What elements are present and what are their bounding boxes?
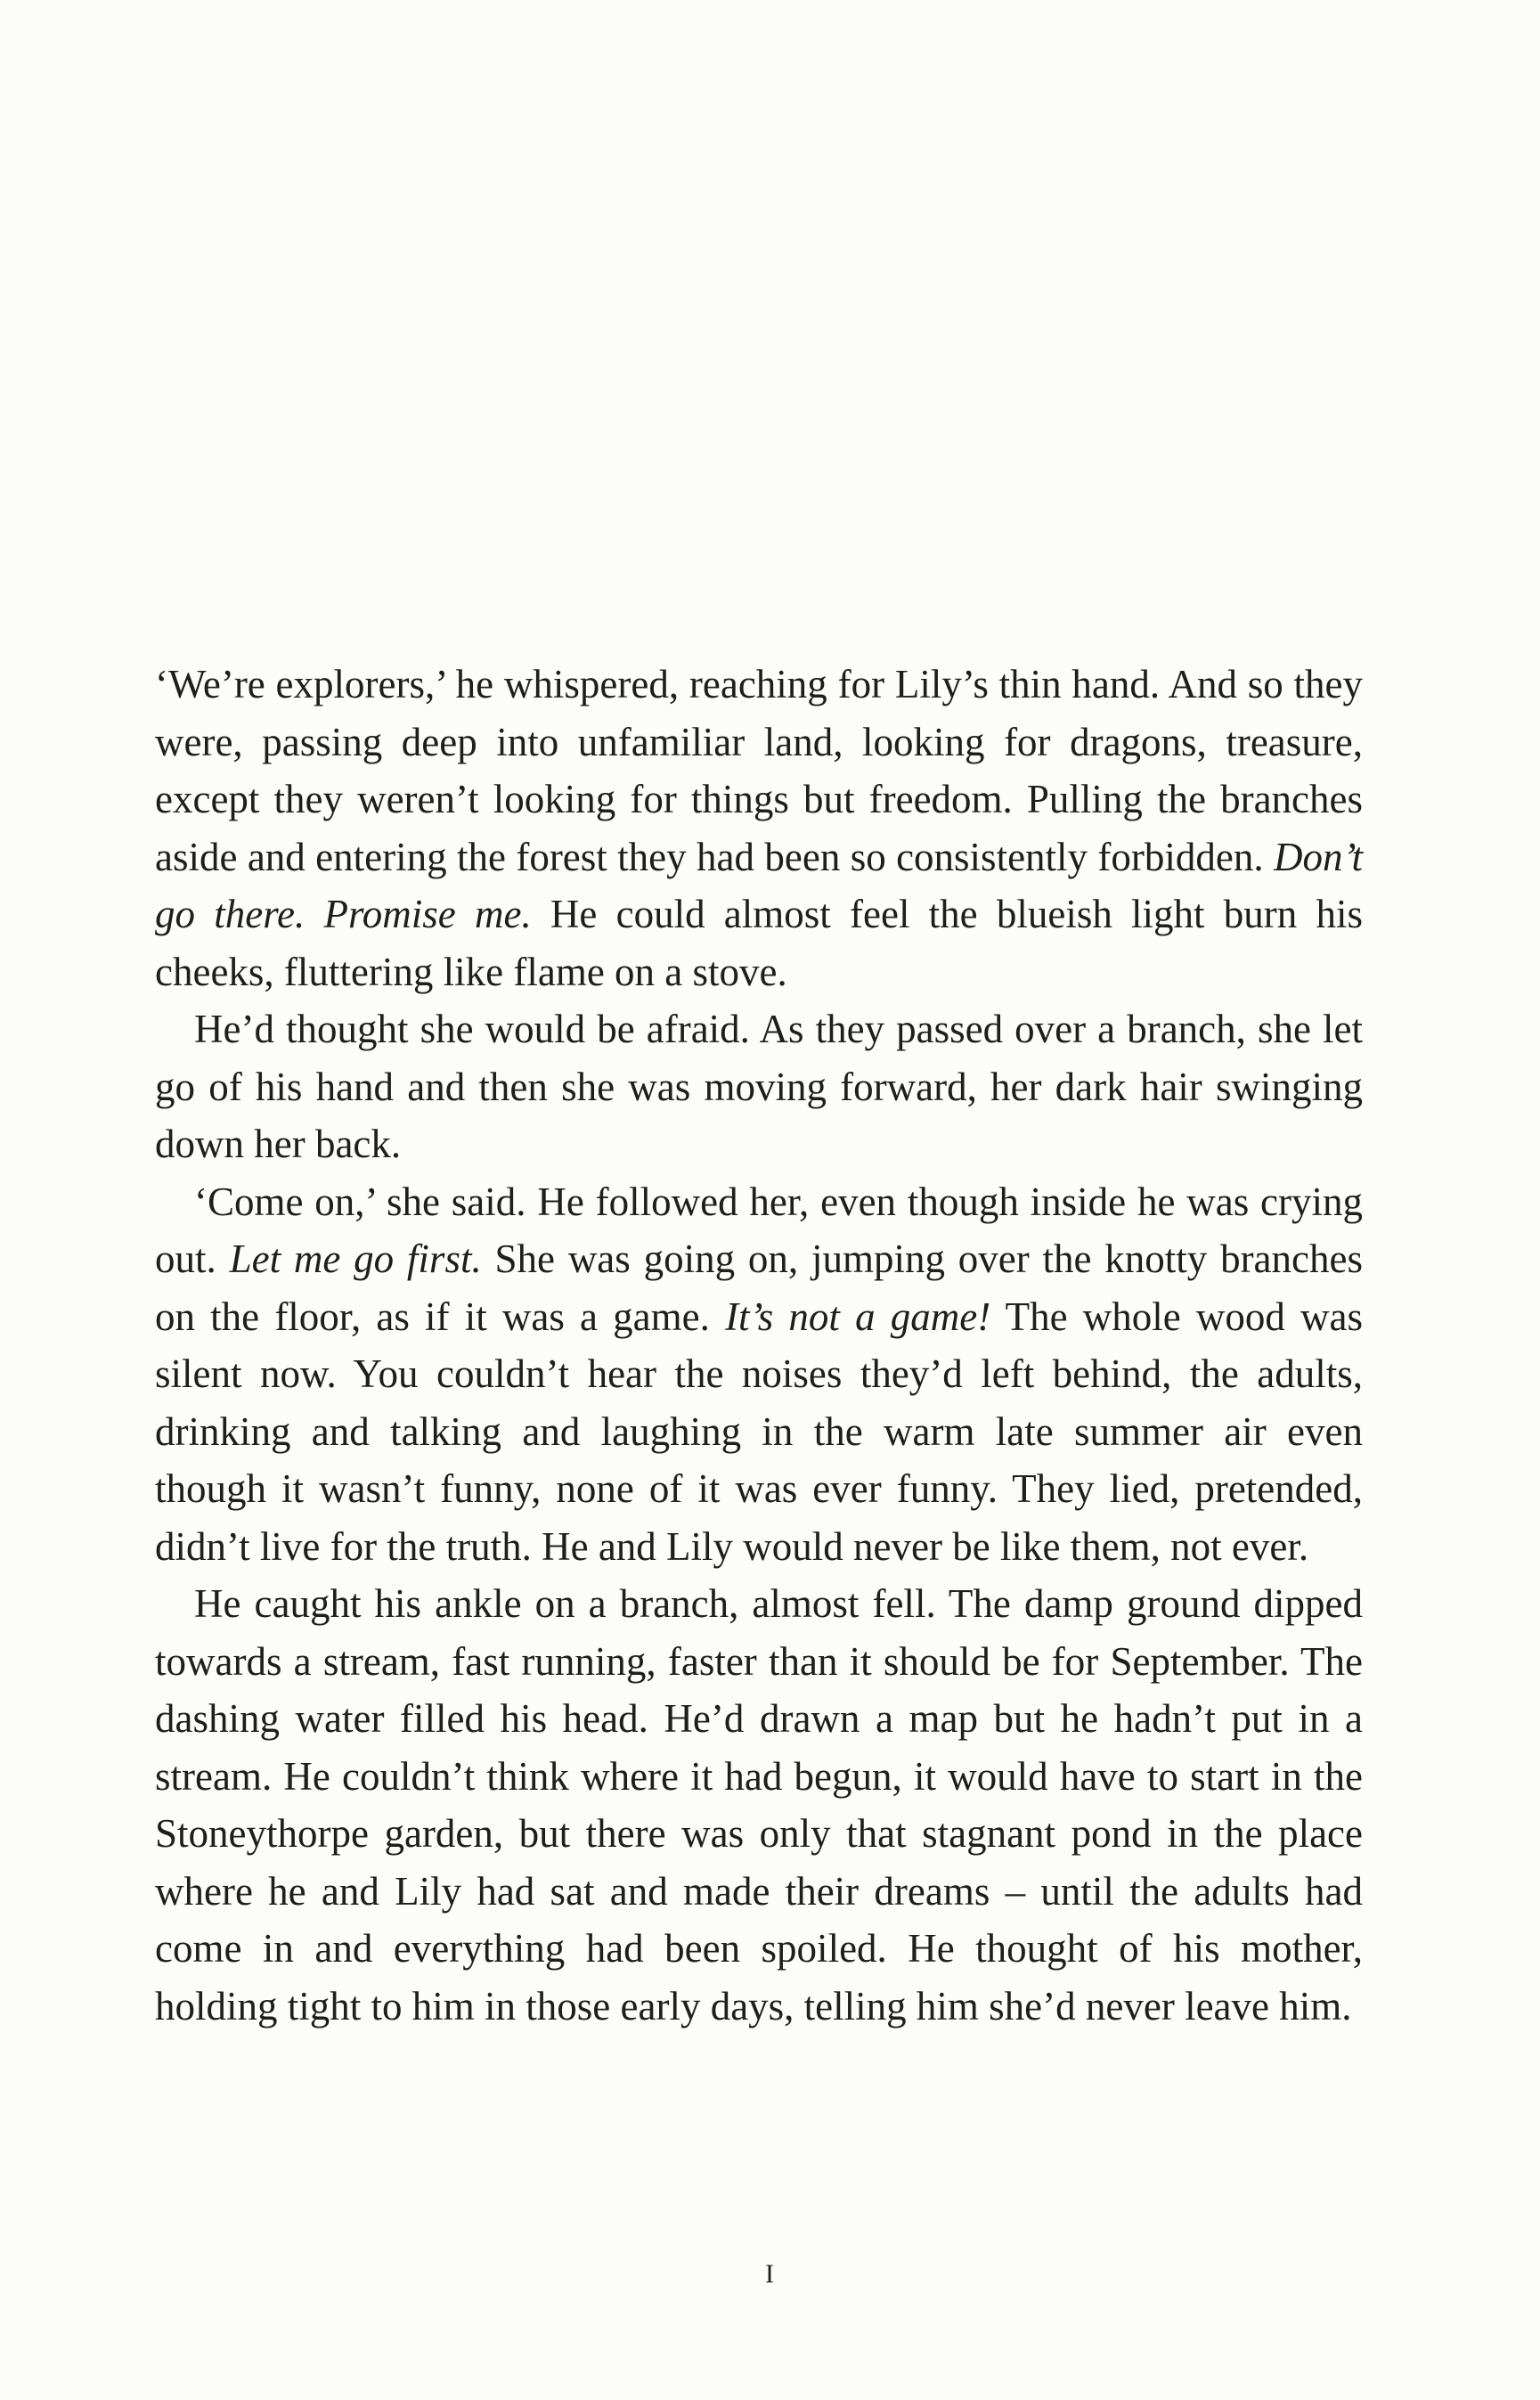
paragraph-1-text-1: ‘We’re explorers,’ he whispered, reaching for Lily’s thin hand. And so they were, passing deep into unfamiliar land, looking for dragons, treasure, except they weren’t looking for things but freedom. Pulling the branches aside and entering the forest they had been so consistently forbidden. — [155, 662, 1363, 879]
paragraph-3-text-3: The whole wood was silent now. You couldn’t hear the noises they’d left behind, the adults, drinking and talking and laughing in the warm late summer air even though it wasn’t funny, none of it was ever funny. They lied, pretended, didn’t live for the truth. He and Lily would never be like them, not ever. — [155, 1294, 1363, 1569]
paragraph-3-text-1: ‘Come on,’ she said. He followed her, even though inside he was crying out. — [155, 1179, 1363, 1281]
paragraph-1-text-2: He could almost feel the blueish light burn his cheeks, fluttering like flame on a stove. — [155, 892, 1363, 994]
paragraph-4 — [155, 1575, 1363, 2035]
paragraph-3-text-2: She was going on, jumping over the knotty branches on the floor, as if it was a game. — [155, 1237, 1363, 1339]
paragraph-3 — [155, 1173, 1363, 1576]
paragraph-1 — [155, 656, 1363, 1000]
paragraph-3-italic-1: Let me go first. — [229, 1237, 482, 1281]
paragraph-2-text-1: He’d thought she would be afraid. As they passed over a branch, she let go of his hand and then she was moving forward, her dark hair swinging down her back. — [155, 1007, 1363, 1166]
paragraph-2 — [155, 1000, 1363, 1173]
page-number: I — [765, 2259, 775, 2289]
paragraph-4-text-1: He caught his ankle on a branch, almost fell. The damp ground dipped towards a stream, fast running, faster than it should be for September. The dashing water filled his head. He’d drawn a map but he hadn’t put in a stream. He couldn’t think where it had begun, it would have to start in the Stoneythorpe garden, but there was only that stagnant pond in the place where he and Lily had sat and made their dreams – until the adults had come in and everything had been spoiled. He thought of his mother, holding tight to him in those early days, telling him she’d never leave him. — [155, 1581, 1363, 2029]
body-text — [155, 656, 1363, 2035]
paragraph-3-italic-2: It’s not a game! — [725, 1294, 991, 1339]
paragraph-1-italic-1: Don’t go there. Promise me. — [155, 834, 1363, 936]
